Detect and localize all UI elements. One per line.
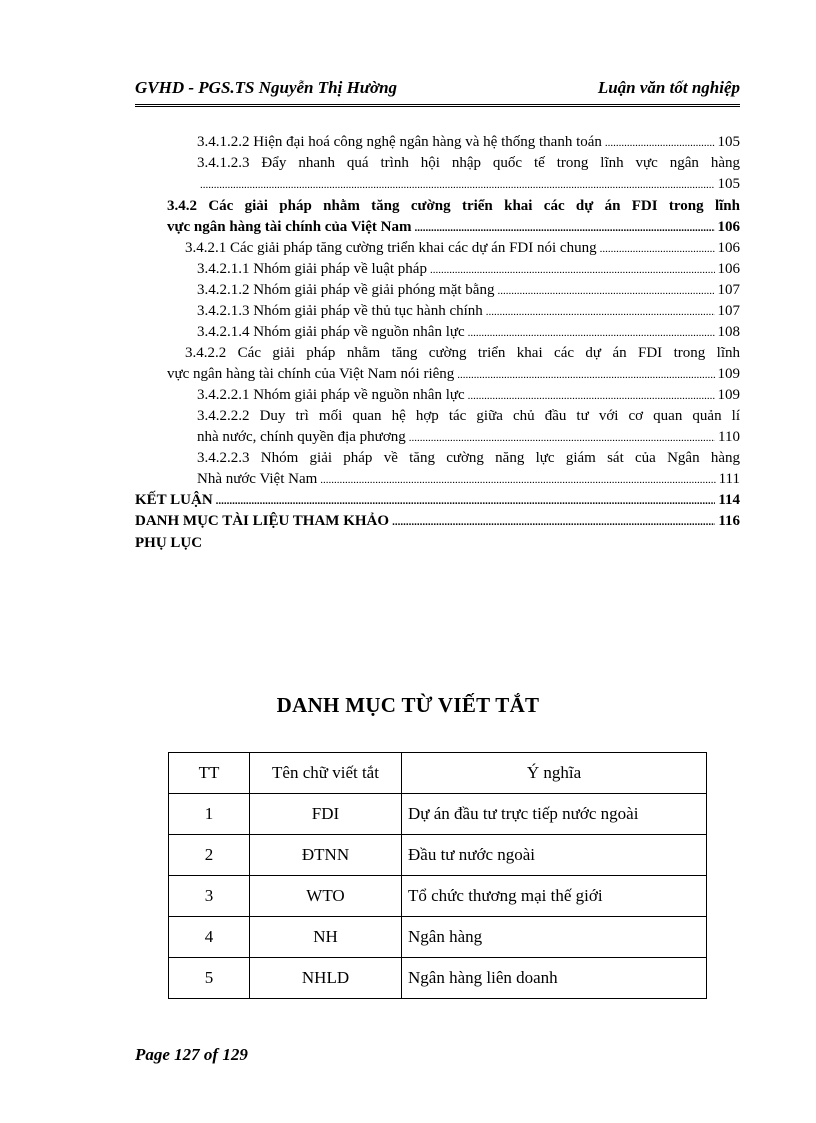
table-row xyxy=(169,876,707,917)
toc-entry[interactable]: 3.4.2.1.1 Nhóm giải pháp về luật pháp ..... 106 xyxy=(197,259,740,280)
table-row xyxy=(169,794,707,835)
abbreviations-table xyxy=(168,752,707,999)
page-header xyxy=(135,76,740,107)
toc-entry[interactable]: PHỤ LỤC xyxy=(135,535,203,551)
toc-entry[interactable]: 3.4.2.1 Các giải pháp tăng cường triển khai các dự án FDI nói chung ..... 106 xyxy=(185,238,740,259)
toc-entry[interactable]: 3.4.2 Các giải pháp nhằm tăng cường triển khai các dự án FDI trong lĩnh xyxy=(167,198,740,214)
table-cell: NH xyxy=(250,917,402,958)
toc-entry-continuation[interactable]: nhà nước, chính quyền địa phương ..... 110 xyxy=(197,427,740,448)
table-cell: 2 xyxy=(169,835,250,876)
abbreviations-title: DANH MỤC TỪ VIẾT TẮT xyxy=(276,693,540,717)
table-cell: WTO xyxy=(250,876,402,917)
toc-entry[interactable]: DANH MỤC TÀI LIỆU THAM KHẢO ..... 116 xyxy=(135,511,740,532)
page-number-footer: Page 127 of 129 xyxy=(135,1045,248,1064)
table-cell: Ngân hàng liên doanh xyxy=(402,958,707,999)
table-cell: ĐTNN xyxy=(250,835,402,876)
header-advisor: GVHD - PGS.TS Nguyễn Thị Hường xyxy=(135,78,398,97)
toc-entry[interactable]: 3.4.1.2.3 Đẩy nhanh quá trình hội nhập quốc tế trong lĩnh vực ngân hàng xyxy=(197,155,740,171)
table-cell: 1 xyxy=(169,794,250,835)
toc-entry[interactable]: 3.4.2.1.4 Nhóm giải pháp về nguồn nhân lực ..... 108 xyxy=(197,322,740,343)
table-cell: Ngân hàng xyxy=(402,917,707,958)
toc-entry[interactable]: 3.4.1.2.2 Hiện đại hoá công nghệ ngân hàng và hệ thống thanh toán ..... 105 xyxy=(197,132,740,153)
toc-entry-continuation[interactable]: vực ngân hàng tài chính của Việt Nam nói riêng ..... 109 xyxy=(167,364,740,385)
table-cell: 3 xyxy=(169,876,250,917)
toc-entry[interactable]: 3.4.2.1.3 Nhóm giải pháp về thủ tục hành chính ..... 107 xyxy=(197,301,740,322)
toc-entry-continuation[interactable]: ..... 105 xyxy=(197,174,740,195)
table-cell: FDI xyxy=(250,794,402,835)
toc-entry[interactable]: 3.4.2.2.3 Nhóm giải pháp về tăng cường năng lực giám sát của Ngân hàng xyxy=(197,450,740,466)
toc-entry-continuation[interactable]: Nhà nước Việt Nam ..... 111 xyxy=(197,469,740,490)
table-row xyxy=(169,835,707,876)
table-cell: Dự án đầu tư trực tiếp nước ngoài xyxy=(402,794,707,835)
table-cell: Tổ chức thương mại thế giới xyxy=(402,876,707,917)
table-cell: NHLD xyxy=(250,958,402,999)
toc-entry[interactable]: KẾT LUẬN ..... 114 xyxy=(135,490,740,511)
toc-entry[interactable]: 3.4.2.2.1 Nhóm giải pháp về nguồn nhân lực ..... 109 xyxy=(197,385,740,406)
header-thesis-label: Luận văn tốt nghiệp xyxy=(597,78,740,97)
table-header-row xyxy=(169,753,707,794)
table-row xyxy=(169,958,707,999)
toc-entry[interactable]: 3.4.2.1.2 Nhóm giải pháp về giải phóng mặt bằng ..... 107 xyxy=(197,280,740,301)
toc-entry[interactable]: 3.4.2.2 Các giải pháp nhằm tăng cường triển khai các dự án FDI trong lĩnh xyxy=(185,345,740,361)
table-cell: Đầu tư nước ngoài xyxy=(402,835,707,876)
toc-entry[interactable]: 3.4.2.2.2 Duy trì mối quan hệ hợp tác giữa chủ đầu tư với cơ quan quản lí xyxy=(197,408,740,424)
table-row xyxy=(169,917,707,958)
column-header: Tên chữ viết tắt xyxy=(250,753,402,794)
toc-entry-continuation[interactable]: vực ngân hàng tài chính của Việt Nam ..... 106 xyxy=(167,217,740,238)
table-cell: 5 xyxy=(169,958,250,999)
column-header: TT xyxy=(169,753,250,794)
table-cell: 4 xyxy=(169,917,250,958)
column-header: Ý nghĩa xyxy=(402,753,707,794)
